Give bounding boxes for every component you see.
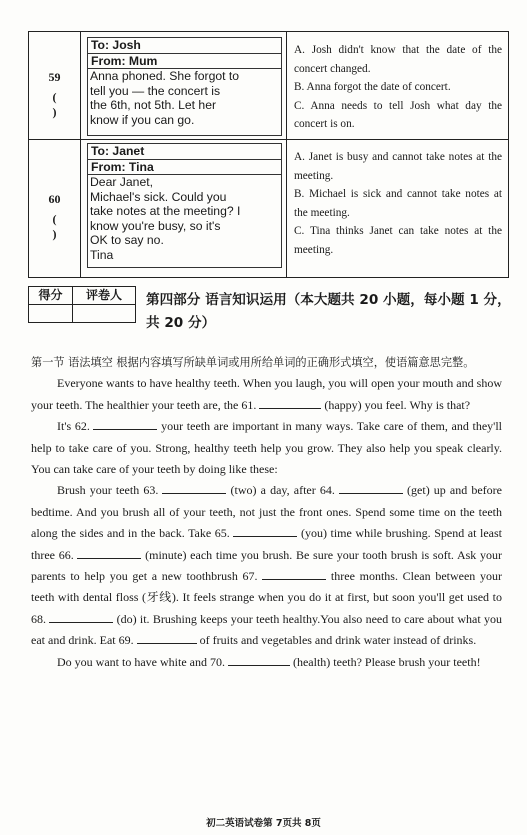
option-b: B. Anna forgot the date of concert. xyxy=(294,81,451,93)
note-to: To: Janet xyxy=(88,144,281,160)
question-row-60 xyxy=(29,140,508,277)
scorer-box xyxy=(28,286,136,323)
note-from: From: Tina xyxy=(88,160,281,176)
paragraph-1: Everyone wants to have healthy teeth. When you laugh, you will open your mouth and show your teeth. The healthier your teeth are, the 61. (happy) you feel. Why is that? xyxy=(31,376,502,412)
page-footer: 初二英语试卷第 7页共 8页 xyxy=(206,818,321,829)
option-a: A. Josh didn't know that the date of the concert changed. xyxy=(294,44,502,75)
cloze-passage xyxy=(31,352,502,673)
note-line: Anna phoned. She forgot to xyxy=(90,69,240,83)
reading-question-table xyxy=(28,31,509,278)
option-c: C. Tina thinks Janet can take notes at the meeting. xyxy=(294,225,502,256)
note-line: the 6th, not 5th. Let her xyxy=(90,98,217,113)
note-line: tell you — the concert is xyxy=(90,83,221,98)
score-label: 得分 xyxy=(29,287,72,305)
grader-column xyxy=(73,287,135,322)
note-cell xyxy=(81,32,287,139)
answer-parentheses[interactable]: ( ) xyxy=(52,212,71,241)
part-title: 第四部分 语言知识运用（本大题共 20 小题，每小题 1 分，共 20 分） xyxy=(146,292,511,331)
note-line: OK to say no. xyxy=(90,233,164,248)
blank-63[interactable] xyxy=(162,482,226,494)
options-cell xyxy=(287,140,508,277)
paragraph-3: Brush your teeth 63. (two) a day, after 64. (get) up and before bedtime. And you brush all of your teeth, not just the front ones. Spend some time on the teeth along the sides and in the back. Take 65. (you) time while brushing. Spend at least three 66. (minute) each time you brush. Be sure your tooth brush is soft. Ask your parents to help you get a new toothbrush 67. three months. Clean between your teeth with dental floss (牙线). It feels strange when you do it at first, but soon you'll get used to 68. (do) it. Brushing keeps your teeth healthy.You also need to care about what you eat and drink. Eat 69. of fruits and vegetables and drink water instead of drinks. xyxy=(31,483,503,648)
question-number: 61. xyxy=(241,397,257,412)
note-line: Dear Janet, xyxy=(90,175,154,189)
blank-70[interactable] xyxy=(228,654,290,666)
blank-61[interactable] xyxy=(259,397,321,409)
note-to: To: Josh xyxy=(88,38,281,54)
question-number: 66. xyxy=(58,547,74,562)
options-cell xyxy=(287,32,508,139)
question-number-cell xyxy=(29,140,81,277)
blank-69[interactable] xyxy=(137,632,197,644)
paragraph-2: It's 62. your teeth are important in many ways. Take care of them, and they'll help to take care of you. Strong, healthy teeth help you grow. They also help you speak clearly. You can take care of your teeth by doing like these: xyxy=(31,419,502,477)
question-number: 64. xyxy=(319,483,335,498)
note-line: Michael's sick. Could you xyxy=(90,189,227,204)
note-line: Tina xyxy=(90,247,114,262)
question-number: 62. xyxy=(74,419,90,434)
question-number-cell xyxy=(29,32,81,139)
question-row-59 xyxy=(29,32,508,140)
message-note xyxy=(87,37,282,136)
blank-65[interactable] xyxy=(233,525,297,537)
paragraph-4: Do you want to have white and 70. (health) teeth? Please brush your teeth! xyxy=(57,654,481,669)
blank-67[interactable] xyxy=(262,568,326,580)
option-b: B. Michael is sick and cannot take notes at the meeting. xyxy=(294,188,502,219)
question-number: 65. xyxy=(214,526,230,541)
section-instruction: 第一节 语法填空 根据内容填写所缺单词或用所给单词的正确形式填空，使语篇意思完整。 xyxy=(31,356,475,369)
option-a: A. Janet is busy and cannot take notes at the meeting. xyxy=(294,151,502,182)
note-cell xyxy=(81,140,287,277)
question-number: 60 xyxy=(48,192,61,206)
note-line: know you're busy, so it's xyxy=(90,218,221,233)
blank-66[interactable] xyxy=(77,547,141,559)
score-column xyxy=(29,287,73,322)
question-number: 67. xyxy=(242,569,258,584)
note-line: take notes at the meeting? I xyxy=(90,204,241,219)
question-number: 63. xyxy=(143,483,159,498)
message-note xyxy=(87,143,282,268)
note-from: From: Mum xyxy=(88,54,281,70)
question-number: 70. xyxy=(209,654,225,669)
blank-68[interactable] xyxy=(49,611,113,623)
note-line: know if you can go. xyxy=(90,112,195,127)
note-body xyxy=(88,69,281,127)
question-number: 68. xyxy=(31,611,46,626)
blank-64[interactable] xyxy=(339,482,403,494)
grader-label: 评卷人 xyxy=(73,287,135,305)
blank-62[interactable] xyxy=(93,418,157,430)
question-number: 69. xyxy=(118,633,134,648)
note-body xyxy=(88,175,281,263)
answer-parentheses[interactable]: ( ) xyxy=(52,90,71,119)
question-number: 59 xyxy=(48,70,61,84)
option-c: C. Anna needs to tell Josh what day the concert is on. xyxy=(294,99,502,130)
